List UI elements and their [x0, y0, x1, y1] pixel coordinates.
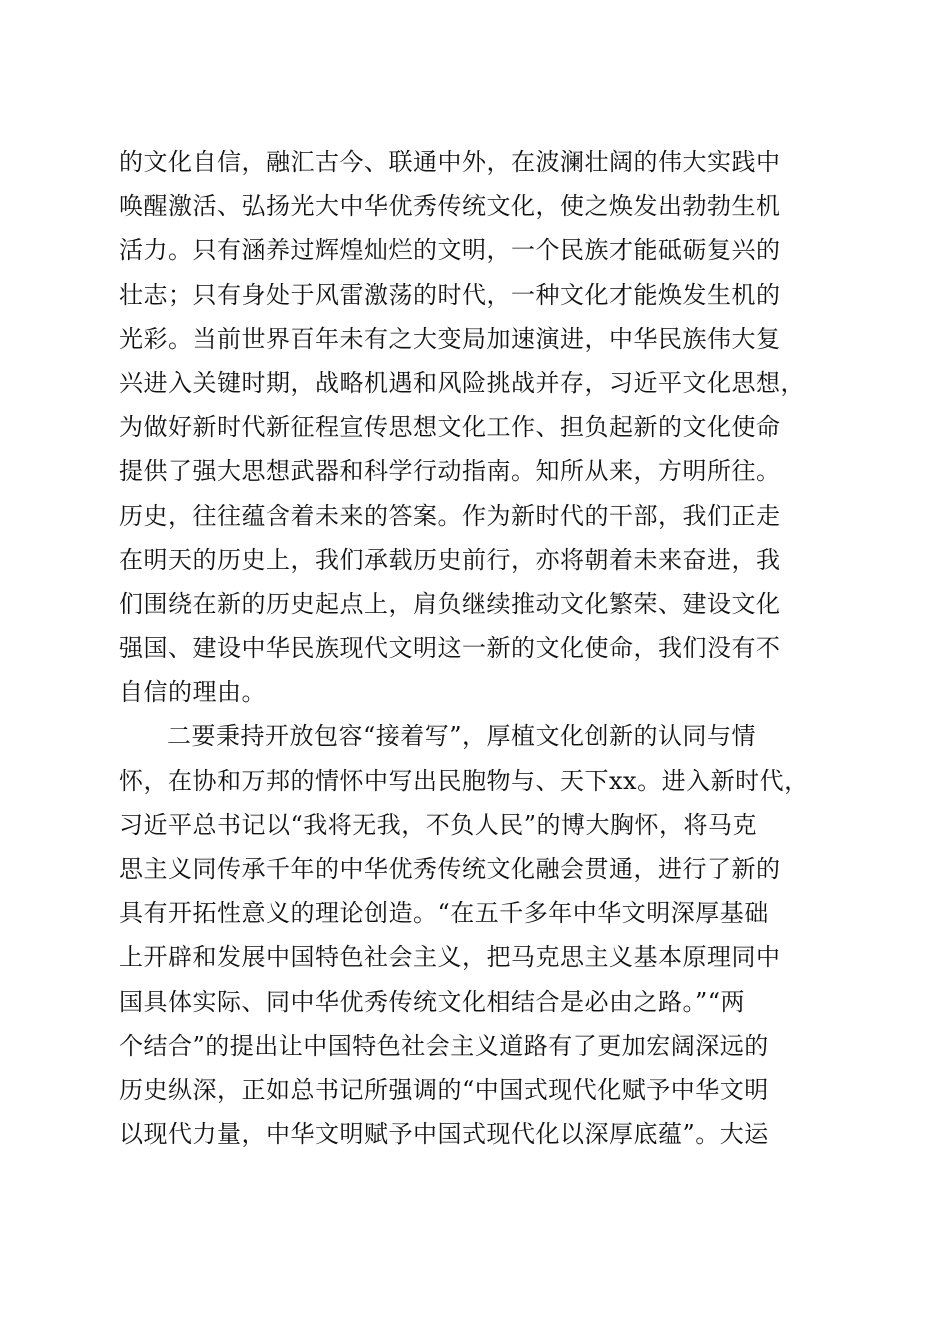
text-line: 壮志；只有身处于风雷激荡的时代，一种文化才能焕发生机的 — [119, 280, 781, 309]
text-line: 具有开拓性意义的理论创造。“在五千多年中华文明深厚基础 — [119, 899, 769, 928]
text-line: 以现代力量，中华文明赋予中国式现代化以深厚底蕴”。大运 — [119, 1120, 769, 1149]
text-line: 为做好新时代新征程宣传思想文化工作、担负起新的文化使命 — [119, 413, 781, 442]
text-line: 兴进入关键时期，战略机遇和风险挑战并存，习近平文化思想， — [119, 368, 805, 397]
text-line: 国具体实际、同中华优秀传统文化相结合是必由之路。”“两 — [119, 987, 746, 1016]
text-line: 历史纵深，正如总书记所强调的“中国式现代化赋予中华文明 — [119, 1075, 769, 1104]
text-line: 习近平总书记以“我将无我，不负人民”的博大胸怀，将马克 — [119, 810, 758, 839]
text-line: 的文化自信，融汇古今、联通中外，在波澜壮阔的伟大实践中 — [119, 148, 781, 176]
text-line: 上开辟和发展中国特色社会主义，把马克思主义基本原理同中 — [119, 943, 781, 972]
text-line: 提供了强大思想武器和科学行动指南。知所从来，方明所往。 — [119, 457, 781, 486]
text-line: 唤醒激活、弘扬光大中华优秀传统文化，使之焕发出勃勃生机 — [119, 192, 781, 221]
text-line: 自信的理由。 — [119, 678, 266, 707]
text-line: 们围绕在新的历史起点上，肩负继续推动文化繁荣、建设文化 — [119, 589, 781, 618]
text-line: 光彩。当前世界百年未有之大变局加速演进，中华民族伟大复 — [119, 324, 781, 353]
paragraph-start-line: 二要秉持开放包容“接着写”，厚植文化创新的认同与情 — [167, 722, 757, 751]
text-line: 活力。只有涵养过辉煌灿烂的文明，一个民族才能砥砺复兴的 — [119, 236, 781, 265]
text-line: 思主义同传承千年的中华优秀传统文化融会贯通，进行了新的 — [119, 855, 781, 883]
text-line: 怀，在协和万邦的情怀中写出民胞物与、天下xx。进入新时代， — [119, 766, 809, 795]
text-line: 强国、建设中华民族现代文明这一新的文化使命，我们没有不 — [119, 634, 781, 663]
text-line: 在明天的历史上，我们承载历史前行，亦将朝着未来奋进，我 — [119, 545, 781, 574]
text-line: 个结合”的提出让中国特色社会主义道路有了更加宏阔深远的 — [119, 1031, 769, 1060]
body-text — [119, 140, 831, 1156]
text-line: 历史，往往蕴含着未来的答案。作为新时代的干部，我们正走 — [119, 501, 781, 530]
